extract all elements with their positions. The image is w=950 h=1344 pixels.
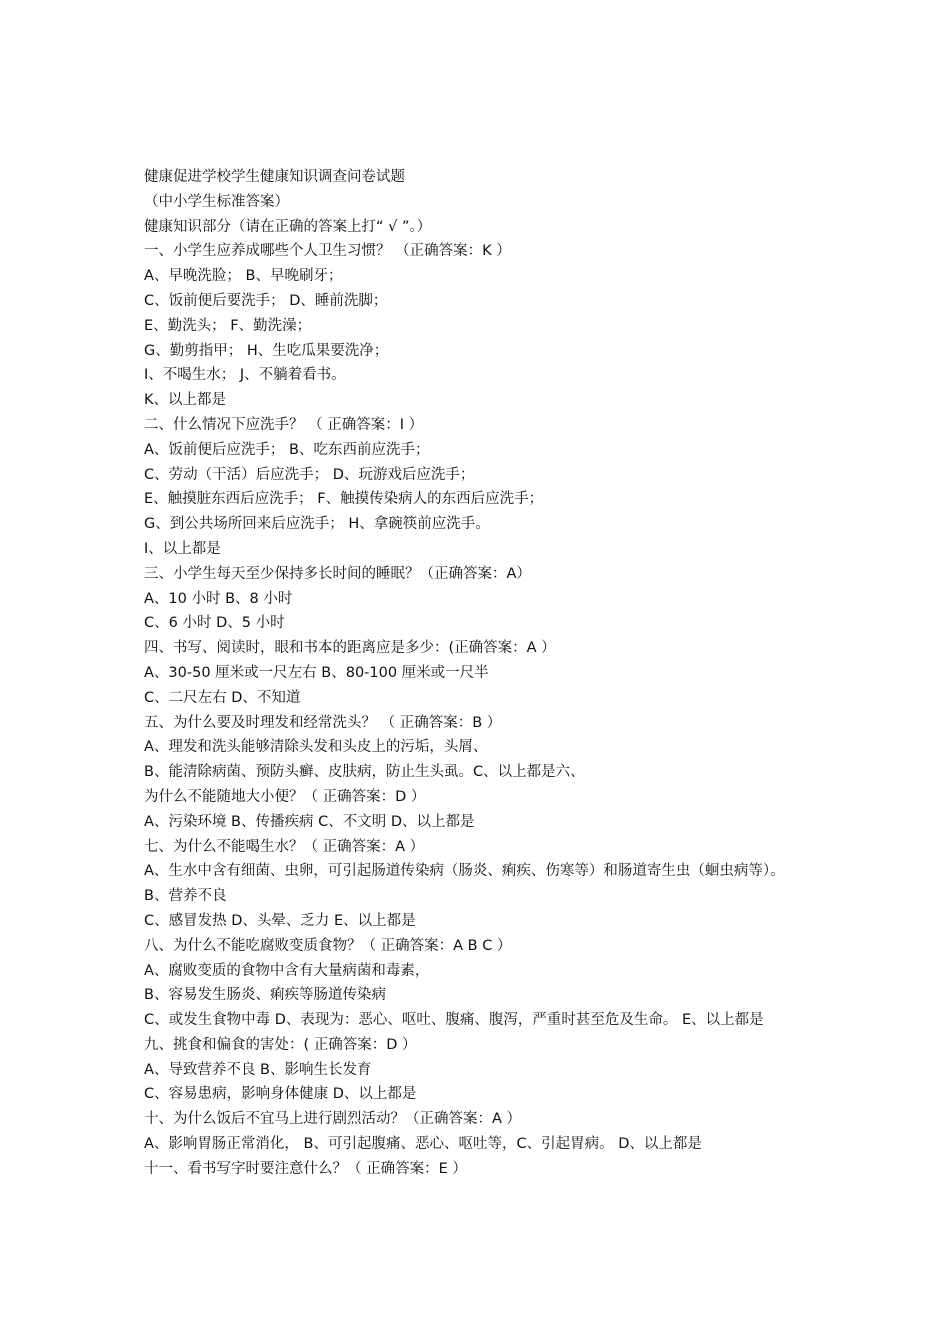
option-line: A、腐败变质的食物中含有大量病菌和毒素， bbox=[144, 962, 430, 979]
option-line: A、30-50 厘米或一尺左右 B、80-100 厘米或一尺半 bbox=[144, 664, 489, 681]
question-1: 一、小学生应养成哪些个人卫生习惯？ （正确答案：K ） bbox=[144, 243, 511, 260]
option-line: A、污染环境 B、传播疾病 C、不文明 D、以上都是 bbox=[144, 813, 475, 830]
question-3: 三、小学生每天至少保持多长时间的睡眠？（正确答案：A） bbox=[144, 565, 531, 582]
option-line: C、饭前便后要洗手； D、睡前洗脚； bbox=[144, 292, 388, 309]
question-5: 五、为什么要及时理发和经常洗头？ （ 正确答案：B ） bbox=[144, 714, 502, 731]
option-line: A、饭前便后应洗手； B、吃东西前应洗手； bbox=[144, 441, 430, 458]
option-line: C、二尺左右 D、不知道 bbox=[144, 689, 301, 706]
option-line: I、以上都是 bbox=[144, 540, 221, 557]
question-2: 二、什么情况下应洗手？ （ 正确答案：I ） bbox=[144, 416, 424, 433]
option-line: E、勤洗头； F、勤洗澡； bbox=[144, 317, 312, 334]
question-11: 十一、看书写字时要注意什么？（ 正确答案：E ） bbox=[144, 1160, 467, 1177]
option-line: C、或发生食物中毒 D、表现为：恶心、呕吐、腹痛、腹泻，严重时甚至危及生命。 E、以上都是 bbox=[144, 1012, 764, 1029]
question-6: 为什么不能随地大小便？（ 正确答案：D ） bbox=[144, 788, 426, 805]
question-10: 十、为什么饭后不宜马上进行剧烈活动？（正确答案：A ） bbox=[144, 1111, 522, 1128]
option-line: C、感冒发热 D、头晕、乏力 E、以上都是 bbox=[144, 912, 416, 929]
option-line: K、以上都是 bbox=[144, 392, 227, 409]
option-line: C、劳动（干活）后应洗手； D、玩游戏后应洗手； bbox=[144, 466, 475, 483]
option-line: A、10 小时 B、8 小时 bbox=[144, 590, 293, 607]
question-7: 七、为什么不能喝生水？（ 正确答案：A ） bbox=[144, 838, 425, 855]
option-line: G、勤剪指甲； H、生吃瓜果要洗净； bbox=[144, 342, 389, 359]
option-line: E、触摸脏东西后应洗手； F、触摸传染病人的东西后应洗手； bbox=[144, 491, 544, 508]
document-page bbox=[144, 165, 812, 1182]
option-line: A、导致营养不良 B、影响生长发育 bbox=[144, 1061, 372, 1078]
option-line: G、到公共场所回来后应洗手； H、拿碗筷前应洗手。 bbox=[144, 516, 490, 533]
option-line: B、能清除病菌、预防头癣、皮肤病，防止生头虱。C、以上都是六、 bbox=[144, 764, 585, 781]
question-9: 九、挑食和偏食的害处：( 正确答案：D ） bbox=[144, 1036, 417, 1053]
document-subtitle: （中小学生标准答案） bbox=[144, 193, 289, 210]
question-4: 四、书写、阅读时，眼和书本的距离应是多少：(正确答案：A ） bbox=[144, 640, 556, 657]
option-line: C、容易患病，影响身体健康 D、以上都是 bbox=[144, 1086, 417, 1103]
option-line: I、不喝生水； J、不躺着看书。 bbox=[144, 367, 346, 384]
option-line: C、6 小时 D、5 小时 bbox=[144, 615, 285, 632]
question-8: 八、为什么不能吃腐败变质食物？（ 正确答案：A B C ） bbox=[144, 937, 512, 954]
option-line: A、影响胃肠正常消化， B、可引起腹痛、恶心、呕吐等，C、引起胃病。 D、以上都是 bbox=[144, 1136, 702, 1153]
option-line: B、容易发生肠炎、痢疾等肠道传染病 bbox=[144, 987, 386, 1004]
document-title: 健康促进学校学生健康知识调查问卷试题 bbox=[144, 169, 405, 185]
instruction: 健康知识部分（请在正确的答案上打“ √ ”。） bbox=[144, 218, 432, 235]
option-line: A、理发和洗头能够清除头发和头皮上的污垢，头屑、 bbox=[144, 739, 488, 756]
option-line: A、早晚洗脸； B、早晚刷牙； bbox=[144, 268, 343, 285]
option-line: A、生水中含有细菌、虫卵，可引起肠道传染病（肠炎、痢疾、伤寒等）和肠道寄生虫（蛔虫病等）。 B、营养不良 bbox=[144, 863, 785, 905]
